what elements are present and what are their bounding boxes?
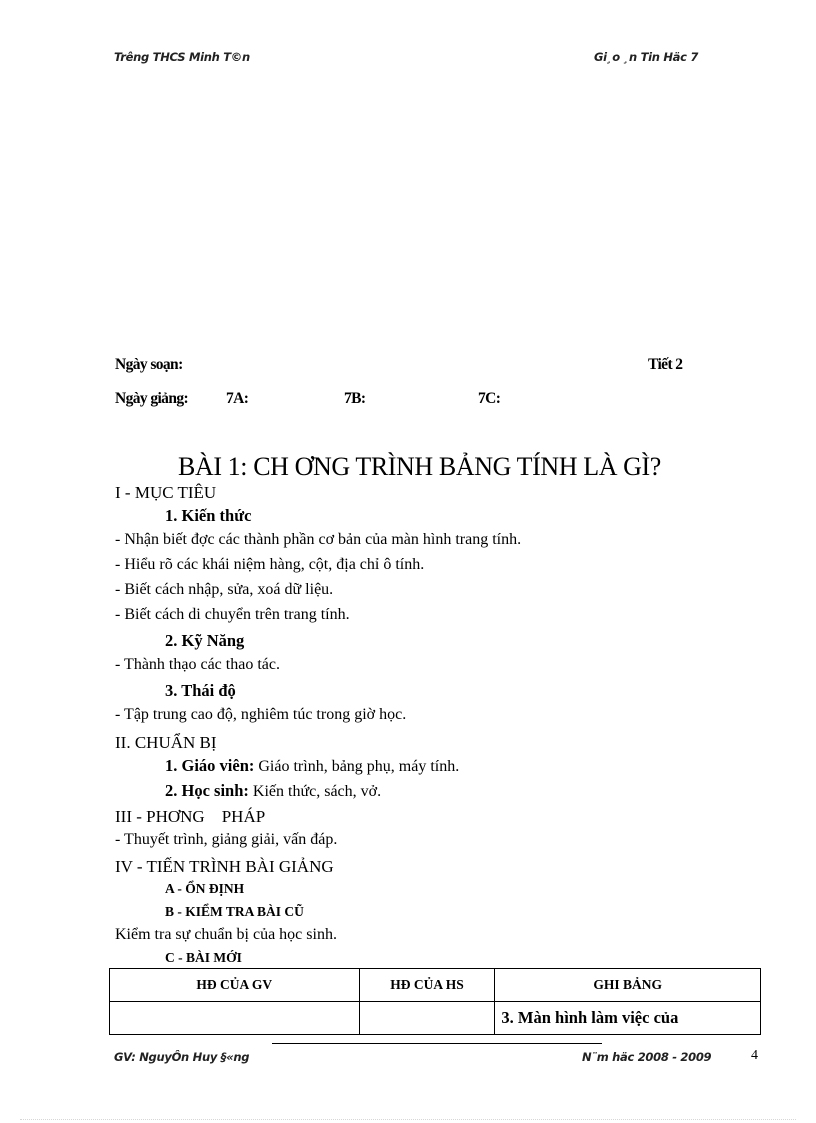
objective-item: - Nhận biết đợc các thành phần cơ bản của màn hình trang tính. xyxy=(115,531,522,548)
prep-student xyxy=(165,781,381,801)
cell-ghi: 3. Màn hình làm việc của xyxy=(495,1002,761,1035)
footer-year: N¨m häc 2008 - 2009 xyxy=(582,1050,712,1064)
section-1-3-heading: 3. Thái độ xyxy=(165,681,236,700)
section-4-b: B - KIỂM TRA BÀI CŨ xyxy=(165,904,304,919)
lesson-plan-table xyxy=(109,968,761,1035)
lesson-title: BÀI 1: CH ƠNG TRÌNH BẢNG TÍNH LÀ GÌ? xyxy=(178,452,661,481)
table-header-row xyxy=(110,969,761,1002)
method-item: - Thuyết trình, giảng giải, vấn đáp. xyxy=(115,831,338,848)
col-header-gv: HĐ CỦA GV xyxy=(110,969,360,1002)
section-1-heading: I - MỤC TIÊU xyxy=(115,483,217,502)
class-7c: 7C: xyxy=(478,390,501,407)
section-2-heading: II. CHUẨN BỊ xyxy=(115,733,217,752)
footer-teacher: GV: NguyÔn Huy §«ng xyxy=(114,1050,250,1064)
class-7a: 7A: xyxy=(226,390,249,407)
section-4-c: C - BÀI MỚI xyxy=(165,950,242,965)
section-4-a: A - ỔN ĐỊNH xyxy=(165,881,245,896)
cell-hs xyxy=(359,1002,495,1035)
ngay-giang-label: Ngày giảng: xyxy=(115,390,189,407)
objective-item: - Biết cách nhập, sửa, xoá dữ liệu. xyxy=(115,581,334,598)
header-subject: Gi¸o ¸n Tin Häc 7 xyxy=(594,50,699,64)
prep-teacher-text: Giáo trình, bảng phụ, máy tính. xyxy=(254,758,460,775)
table-row xyxy=(110,1002,761,1035)
check-item: Kiểm tra sự chuẩn bị của học sinh. xyxy=(115,926,337,943)
section-1-1-heading: 1. Kiến thức xyxy=(165,506,252,525)
footer-divider xyxy=(272,1043,602,1044)
page-bottom-border xyxy=(20,1119,796,1120)
section-1-2-heading: 2. Kỹ Năng xyxy=(165,631,245,650)
skill-item: - Thành thạo các thao tác. xyxy=(115,656,280,673)
cell-gv xyxy=(110,1002,360,1035)
col-header-ghi: GHI BẢNG xyxy=(495,969,761,1002)
page-number: 4 xyxy=(751,1048,758,1063)
tiet-label: Tiết 2 xyxy=(648,356,683,373)
section-3-heading: III - PHƠNG PHÁP xyxy=(115,807,266,826)
objective-item: - Biết cách di chuyển trên trang tính. xyxy=(115,606,350,623)
objective-item: - Hiểu rõ các khái niệm hàng, cột, địa chỉ ô tính. xyxy=(115,556,425,573)
header-school: Trêng THCS Minh T©n xyxy=(114,50,250,64)
prep-teacher xyxy=(165,756,459,776)
prep-student-label: 2. Học sinh: xyxy=(165,781,249,800)
col-header-hs: HĐ CỦA HS xyxy=(359,969,495,1002)
prep-teacher-label: 1. Giáo viên: xyxy=(165,756,255,775)
section-4-heading: IV - TIẾN TRÌNH BÀI GIẢNG xyxy=(115,857,334,876)
attitude-item: - Tập trung cao độ, nghiêm túc trong giờ học. xyxy=(115,706,407,723)
class-7b: 7B: xyxy=(344,390,366,407)
ngay-soan-label: Ngày soạn: xyxy=(115,356,183,373)
prep-student-text: Kiến thức, sách, vở. xyxy=(248,783,382,800)
